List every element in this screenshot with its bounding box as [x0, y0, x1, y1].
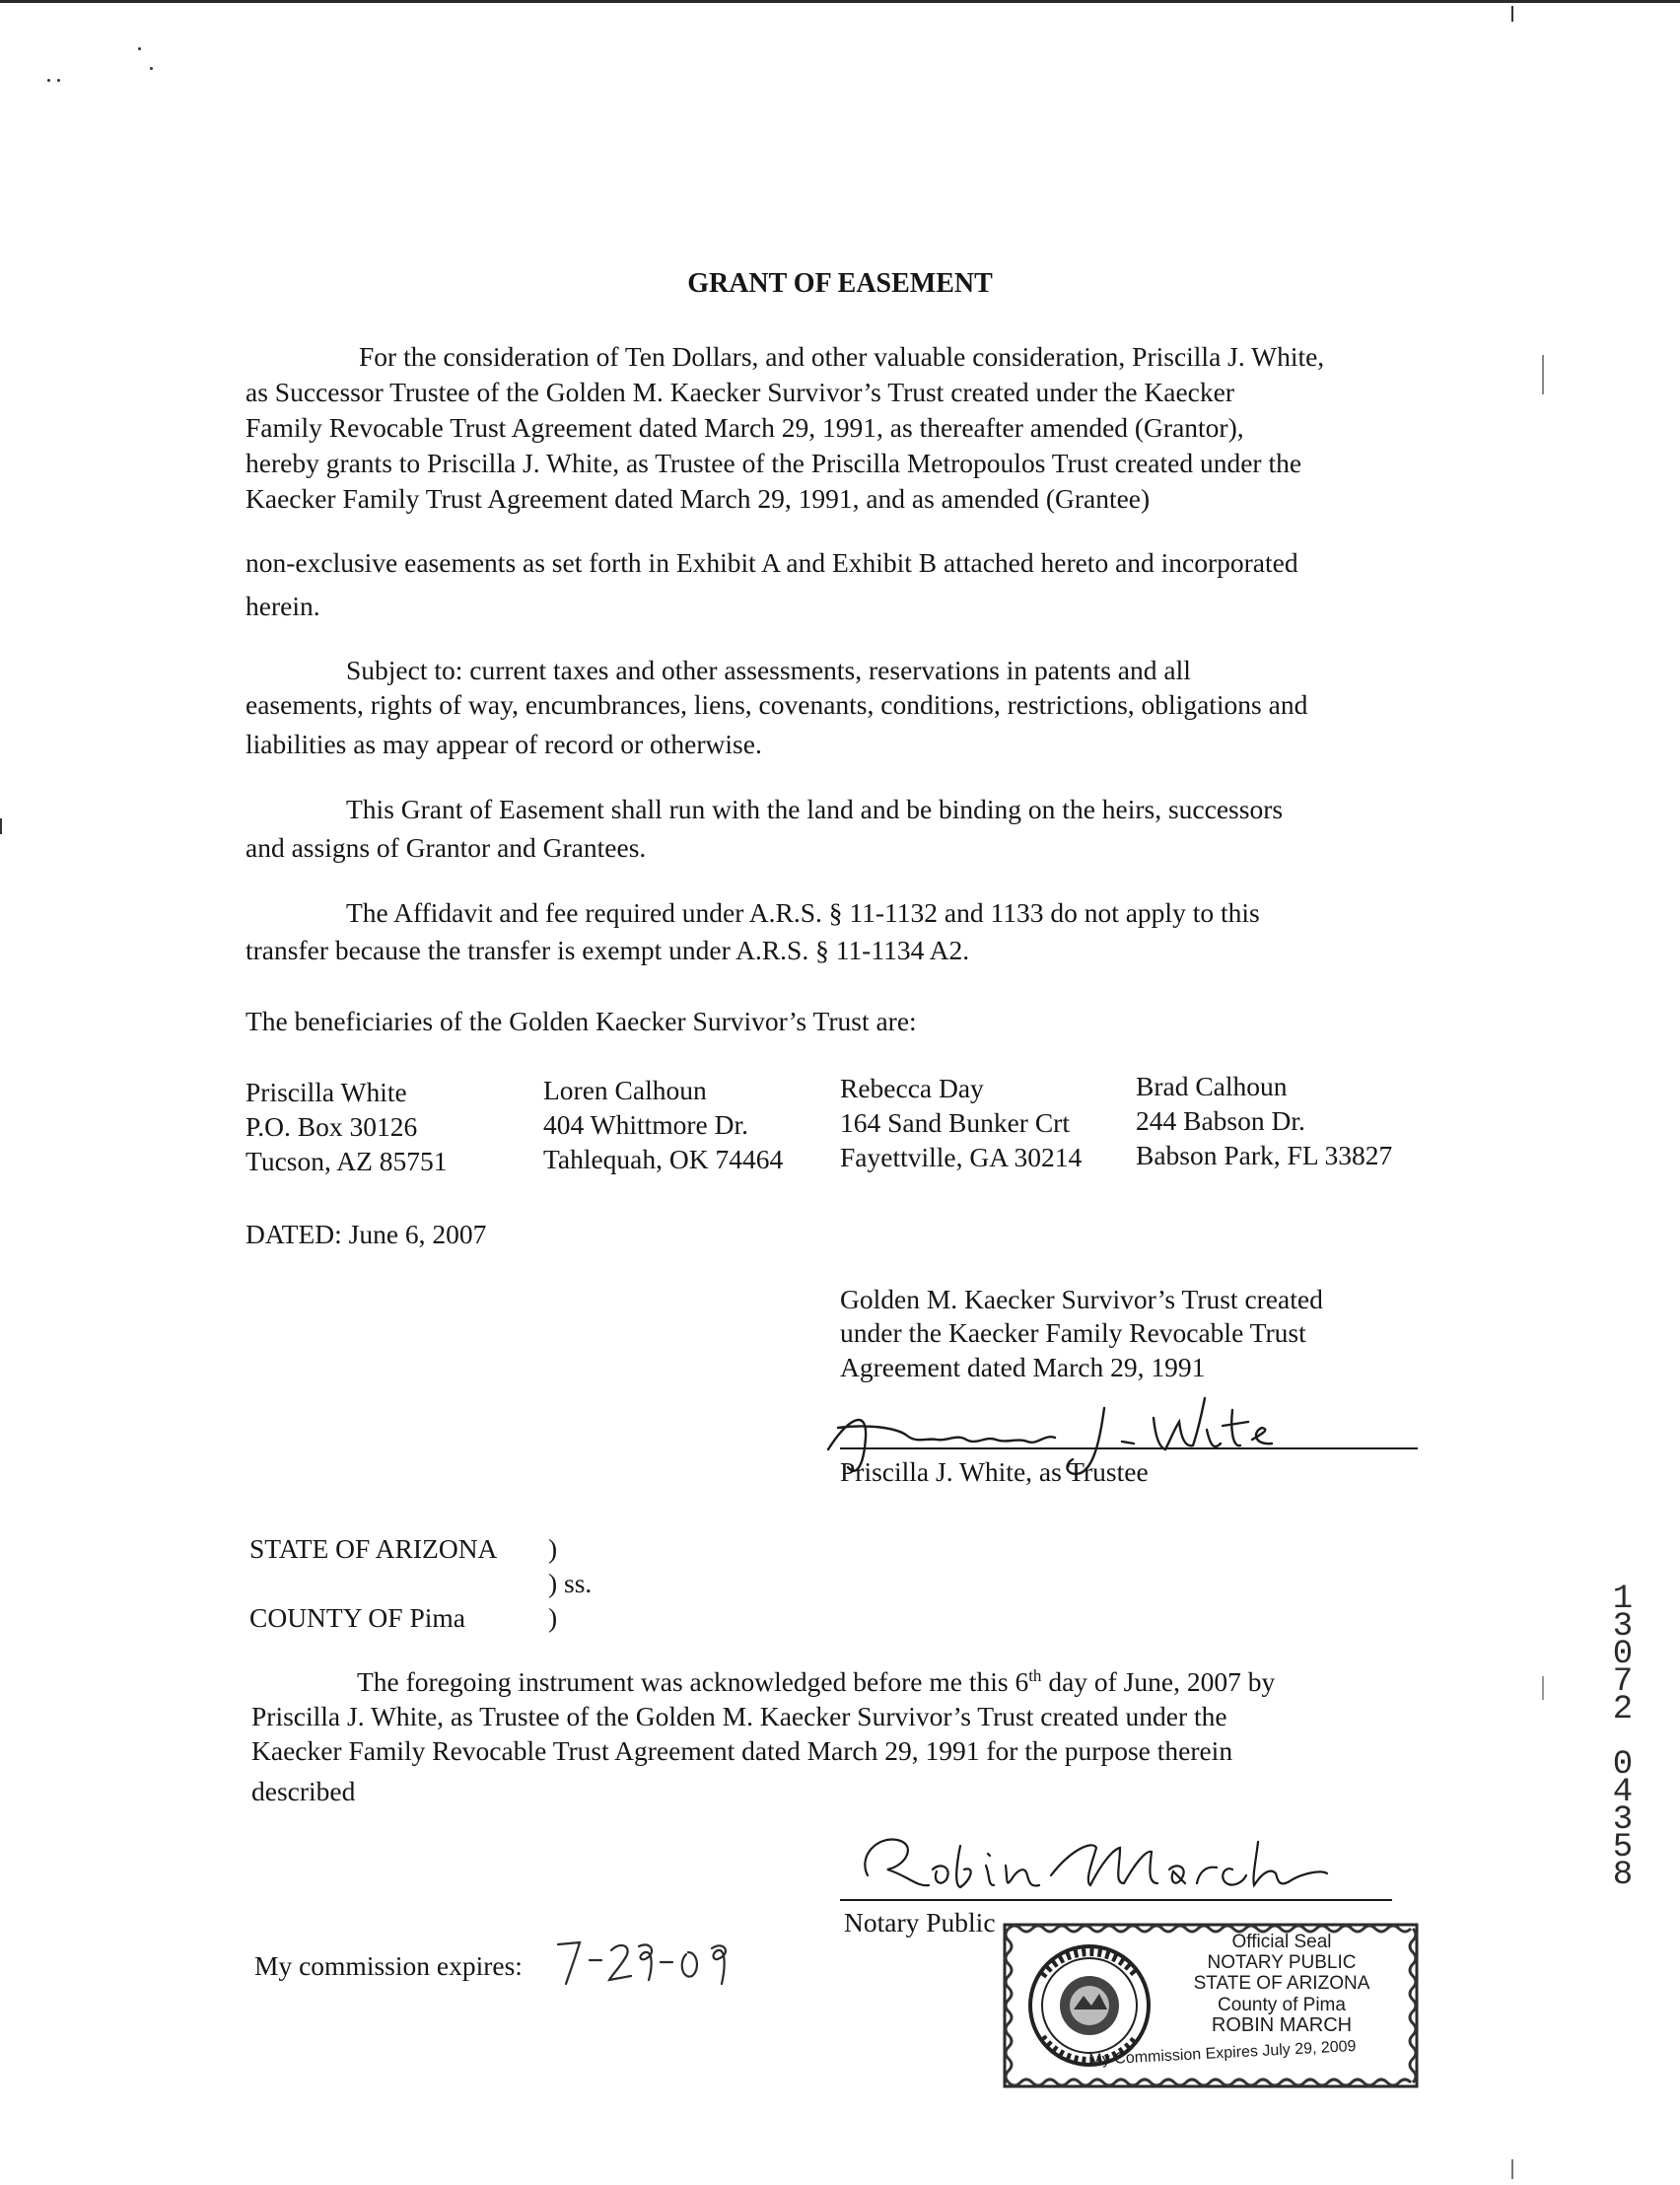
beneficiary-name: Loren Calhoun [543, 1075, 707, 1105]
dated-line: DATED: June 6, 2007 [245, 1219, 487, 1249]
beneficiary-city: Tucson, AZ 85751 [245, 1146, 448, 1176]
seal-line-state: STATE OF ARIZONA [1193, 1973, 1370, 1994]
beneficiary-street: 404 Whittmore Dr. [543, 1109, 749, 1140]
seal-line-official: Official Seal [1231, 1932, 1332, 1952]
signature-line [840, 1447, 1418, 1449]
paragraph-line: The Affidavit and fee required under A.R.S. § 11-1132 and 1133 do not apply to this [346, 897, 1260, 928]
recording-number [1603, 1581, 1643, 1894]
trust-block-line: Golden M. Kaecker Survivor’s Trust created [840, 1284, 1323, 1314]
acknowledgment-text: day of June, 2007 by [1041, 1666, 1276, 1697]
acknowledgment-line: Kaecker Family Revocable Trust Agreement dated March 29, 1991 for the purpose therein [251, 1735, 1233, 1766]
paragraph-line: hereby grants to Priscilla J. White, as Trustee of the Priscilla Metropoulos Trust created under the [245, 448, 1302, 478]
recording-digit: 8 [1612, 1857, 1634, 1894]
paragraph-line: non-exclusive easements as set forth in Exhibit A and Exhibit B attached hereto and incorporated [245, 547, 1298, 578]
ordinal-suffix: th [1028, 1665, 1042, 1685]
seal-line-notary: NOTARY PUBLIC [1207, 1952, 1357, 1973]
beneficiary-block [245, 1075, 448, 1178]
scan-speck [47, 79, 50, 82]
recording-digit: 0 [1612, 1746, 1634, 1784]
paragraph-line: Subject to: current taxes and other assessments, reservations in patents and all [346, 655, 1191, 685]
trust-block-line: Agreement dated March 29, 1991 [840, 1352, 1206, 1382]
notary-signature [838, 1826, 1331, 1905]
scan-speck [150, 67, 153, 70]
commission-date-handwritten [550, 1923, 747, 1992]
paragraph-line: For the consideration of Ten Dollars, and other valuable consideration, Priscilla J. White, [359, 341, 1325, 372]
scan-speck [138, 47, 141, 50]
beneficiary-name: Rebecca Day [840, 1073, 984, 1103]
scan-mark [0, 818, 2, 834]
scan-edge [0, 0, 1680, 3]
beneficiary-block [1136, 1069, 1392, 1172]
venue-paren: ) [548, 1602, 558, 1633]
recording-digit: 3 [1612, 1608, 1634, 1646]
paragraph-line: easements, rights of way, encumbrances, liens, covenants, conditions, restrictions, obligations and [245, 689, 1308, 720]
recording-digit: 3 [1612, 1801, 1634, 1839]
recording-digit: 2 [1612, 1691, 1634, 1728]
beneficiary-block [543, 1073, 783, 1176]
beneficiary-city: Fayettville, GA 30214 [840, 1142, 1083, 1172]
paragraph-line: This Grant of Easement shall run with the land and be binding on the heirs, successors [346, 794, 1284, 824]
seal-line-expires: My Commission Expires July 29, 2009 [1088, 2037, 1357, 2070]
commission-label: My commission expires: [254, 1950, 523, 1981]
venue-paren: ) [548, 1533, 558, 1564]
paragraph-line: Family Revocable Trust Agreement dated March 29, 1991, as thereafter amended (Grantor), [245, 412, 1244, 443]
paragraph-line: Kaecker Family Trust Agreement dated March 29, 1991, and as amended (Grantee) [245, 483, 1151, 514]
beneficiary-street: P.O. Box 30126 [245, 1111, 418, 1142]
beneficiary-name: Priscilla White [245, 1077, 407, 1107]
scan-mark [1511, 6, 1513, 22]
document-title: GRANT OF EASEMENT [687, 268, 993, 299]
paragraph-line: transfer because the transfer is exempt under A.R.S. § 11-1134 A2. [245, 935, 970, 965]
scan-mark [1542, 355, 1544, 394]
beneficiary-city: Tahlequah, OK 74464 [543, 1144, 784, 1174]
venue-state: STATE OF ARIZONA [249, 1533, 498, 1564]
venue-ss: ) ss. [548, 1568, 593, 1598]
trust-block-line: under the Kaecker Family Revocable Trust [840, 1317, 1306, 1348]
venue-county: COUNTY OF Pima [249, 1602, 465, 1633]
paragraph-line: as Successor Trustee of the Golden M. Kaecker Survivor’s Trust created under the Kaecker [245, 377, 1234, 407]
beneficiary-city: Babson Park, FL 33827 [1136, 1140, 1393, 1170]
recording-digit: 5 [1612, 1829, 1634, 1867]
signatory-name: Priscilla J. White, as Trustee [840, 1456, 1149, 1487]
paragraph-line: and assigns of Grantor and Grantees. [245, 832, 647, 863]
acknowledgment-line: described [251, 1776, 356, 1806]
scan-speck [57, 79, 60, 82]
acknowledgment-line [357, 1664, 1275, 1700]
beneficiary-block [840, 1071, 1082, 1174]
seal-line-name: ROBIN MARCH [1211, 2014, 1353, 2036]
recording-digit: 0 [1612, 1636, 1634, 1673]
beneficiaries-intro: The beneficiaries of the Golden Kaecker Survivor’s Trust are: [245, 1006, 917, 1036]
recording-digit: 4 [1612, 1774, 1634, 1811]
signature-line [840, 1899, 1392, 1901]
beneficiary-street: 244 Babson Dr. [1136, 1105, 1305, 1136]
beneficiary-street: 164 Sand Bunker Crt [840, 1107, 1070, 1138]
notary-label: Notary Public [844, 1907, 996, 1938]
recording-digit: 7 [1612, 1663, 1634, 1701]
acknowledgment-line: Priscilla J. White, as Trustee of the Golden M. Kaecker Survivor’s Trust created under the [251, 1701, 1227, 1731]
paragraph-line: liabilities as may appear of record or otherwise. [245, 729, 762, 759]
paragraph-line: herein. [245, 591, 320, 621]
scan-mark [1511, 2159, 1513, 2179]
scan-mark [1542, 1676, 1544, 1700]
recording-digit: 1 [1612, 1581, 1634, 1618]
beneficiary-name: Brad Calhoun [1136, 1071, 1288, 1101]
seal-line-county: County of Pima [1218, 1995, 1346, 2015]
acknowledgment-text: The foregoing instrument was acknowledged before me this 6 [357, 1666, 1029, 1697]
